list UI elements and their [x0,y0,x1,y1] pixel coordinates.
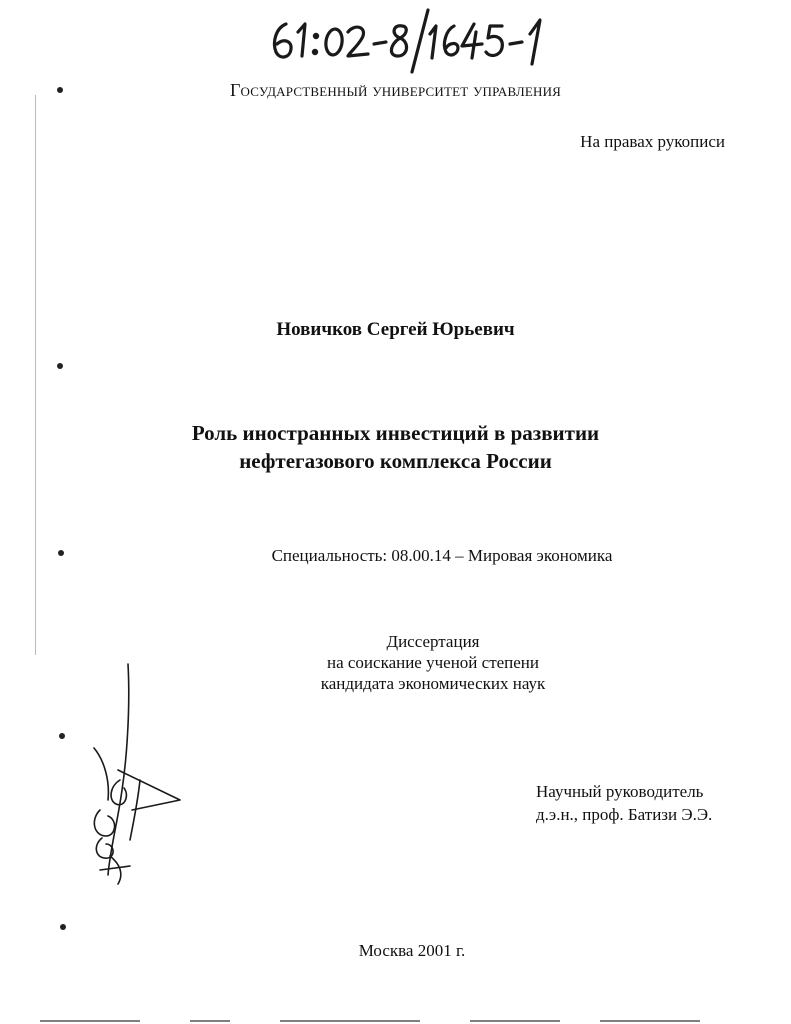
scientific-supervisor [536,780,712,826]
margin-bullet [59,733,65,739]
scan-margin-line [35,95,36,655]
degree-line-1: Диссертация [386,632,480,651]
scan-bottom-edge [0,1017,791,1024]
margin-bullet [57,363,63,369]
city-and-year: Москва 2001 г. [358,941,466,960]
handwritten-catalog-number [250,4,550,74]
supervisor-label: Научный руководитель [536,782,704,801]
title-line-2: нефтегазового комплекса России [239,449,552,473]
author-signature [80,660,200,890]
manuscript-rights-note: На правах рукописи [580,132,725,151]
supervisor-name: д.э.н., проф. Батизи Э.Э. [536,805,713,824]
dissertation-title [0,419,791,475]
title-line-1: Роль иностранных инвестиций в развитии [191,421,600,445]
margin-bullet [60,924,66,930]
margin-bullet [57,87,63,93]
specialty-line: Специальность: 08.00.14 – Мировая экономика [271,546,613,565]
university-name: Государственный университет управления [229,80,562,100]
margin-bullet [58,550,64,556]
author-name: Новичков Сергей Юрьевич [276,319,515,340]
degree-line-2: на соискание ученой степени [326,653,540,672]
degree-line-3: кандидата экономических наук [320,674,546,693]
